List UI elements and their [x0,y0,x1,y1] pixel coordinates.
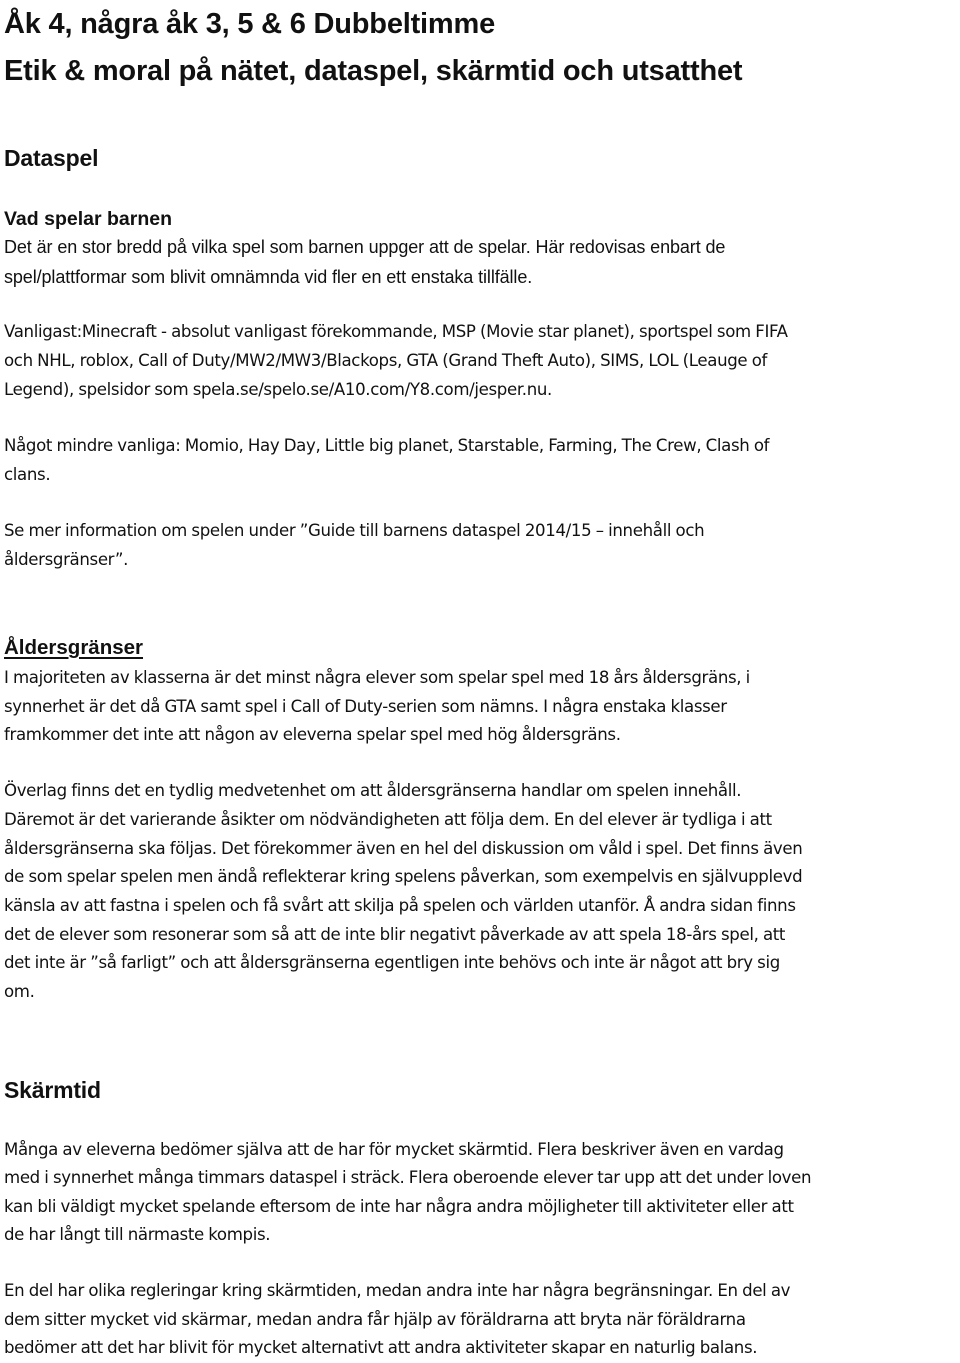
screen-time-p1-line2: med i synnerhet många timmars dataspel i sträck. Flera oberoende elever tar upp att det under loven [4,1168,812,1187]
screen-time-p2-line3: bedömer att det har blivit för mycket alternativt att andra aktiviteter skapar en naturlig balans. [4,1338,758,1357]
section-heading-dataspel: Dataspel [4,145,99,171]
more-info-line1: Se mer information om spelen under ”Guide till barnens dataspel 2014/15 – innehåll och [4,521,705,540]
common-games-line1: Vanligast:Minecraft - absolut vanligast förekommande, MSP (Movie star planet), sportspel som FIFA [4,322,788,341]
age-limits-p2-line1: Överlag finns det en tydlig medvetenhet om att åldersgränserna handlar om spelen innehåll. [4,781,742,800]
common-games-line2: och NHL, roblox, Call of Duty/MW2/MW3/Blackops, GTA (Grand Theft Auto), SIMS, LOL (Leauge of [4,351,768,370]
common-games-line3: Legend), spelsidor som spela.se/spelo.se/A10.com/Y8.com/jesper.nu. [4,380,552,399]
age-limits-p2-line4: de som spelar spelen men ändå reflekterar kring spelens påverkan, som exempelvis en självupplevd [4,867,803,886]
age-limits-p1-line2: synnerhet är det då GTA samt spel i Call of Duty-serien som nämns. I några enstaka klasser [4,697,727,716]
subheading-vad-spelar-barnen: Vad spelar barnen [4,208,172,230]
section-heading-aldersgranser: Åldersgränser [4,636,144,659]
less-common-games-line2: clans. [4,465,51,484]
screen-time-p1-line1: Många av eleverna bedömer själva att de har för mycket skärmtid. Flera beskriver även en vardag [4,1140,784,1159]
intro-text-line1: Det är en stor bredd på vilka spel som barnen uppger att de spelar. Här redovisas enbart de [4,237,726,257]
more-info-line2: åldersgränser”. [4,550,129,569]
age-limits-p1-line1: I majoriteten av klasserna är det minst några elever som spelar spel med 18 års åldersgräns, i [4,668,750,687]
intro-text-line2: spel/plattformar som blivit omnämnda vid fler en ett enstaka tillfälle. [4,267,533,287]
screen-time-p1-line3: kan bli väldigt mycket spelande eftersom de inte har några andra möjligheter till aktiviteter eller att [4,1197,794,1216]
age-limits-p1-line3: framkommer det inte att någon av eleverna spelar spel med hög åldersgräns. [4,725,621,744]
age-limits-p2-line2: Däremot är det varierande åsikter om nödvändigheten att följa dem. En del elever är tydliga i att [4,810,772,829]
document-title-line1: Åk 4, några åk 3, 5 & 6 Dubbeltimme [4,8,496,40]
section-heading-skarmtid: Skärmtid [4,1077,101,1103]
age-limits-p2-line5: känsla av att fastna i spelen och få svårt att skilja på spelen och världen utanför. Å andra sidan finns [4,896,796,915]
age-limits-p2-line8: om. [4,982,35,1001]
less-common-games-line1: Något mindre vanliga: Momio, Hay Day, Little big planet, Starstable, Farming, The Crew, Clash of [4,436,770,455]
age-limits-p2-line6: det de elever som resonerar som så att de inte blir negativt påverkade av att spela 18-års spel, att [4,925,786,944]
screen-time-p2-line2: dem sitter mycket vid skärmar, medan andra får hjälp av föräldrarna att bryta när föräldrarna [4,1310,746,1329]
document-title-line2: Etik & moral på nätet, dataspel, skärmtid och utsatthet [4,55,743,87]
age-limits-p2-line3: åldersgränserna ska följas. Det förekommer även en hel del diskussion om våld i spel. Det finns även [4,839,803,858]
screen-time-p2-line1: En del har olika regleringar kring skärmtiden, medan andra inte har några begränsningar. En del av [4,1281,791,1300]
age-limits-p2-line7: det inte är ”så farligt” och att åldersgränserna egentligen inte behövs och inte är något att bry sig [4,953,780,972]
screen-time-p1-line4: de har långt till närmaste kompis. [4,1225,271,1244]
